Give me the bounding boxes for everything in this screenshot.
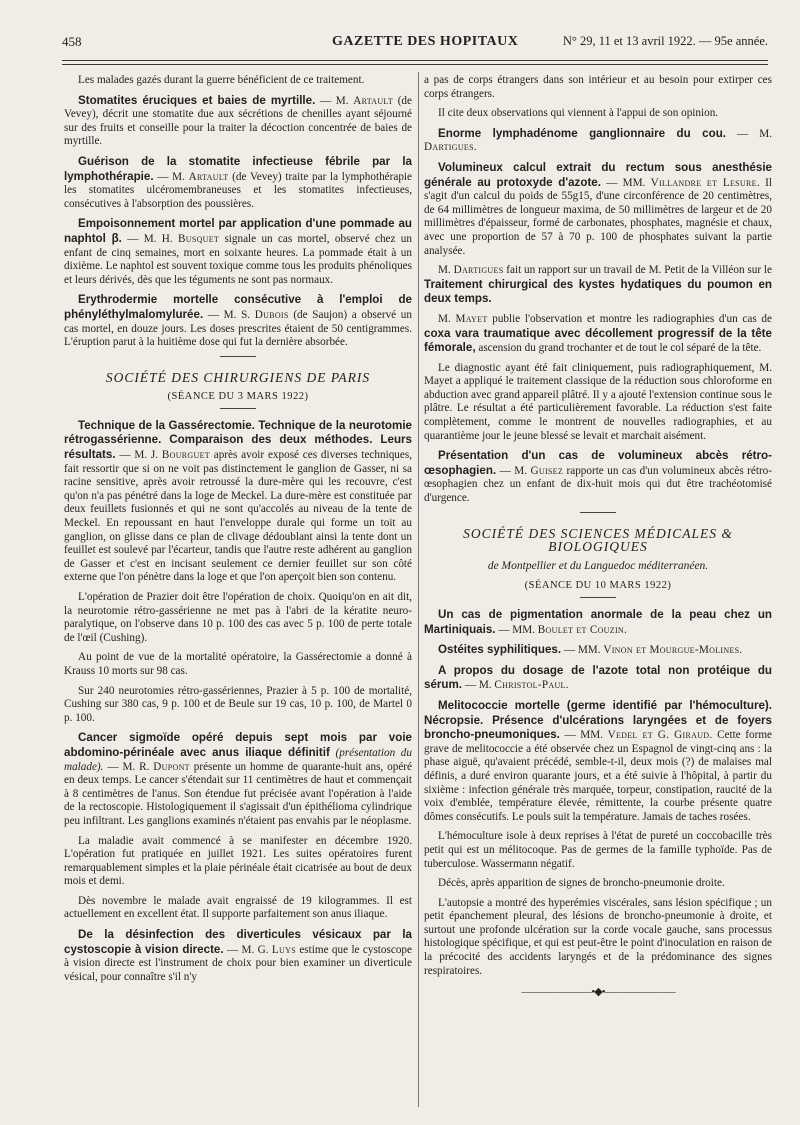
article-kystes-hydatiques: M. Dartigues fait un rapport sur un travail de M. Petit de la Villéon sur le Traitement chirurgical des kystes hydatiques du poumon en deux temps. bbox=[424, 264, 772, 306]
article-text: présente un homme de quarante-huit ans, opéré en deux temps. Le cancer s'étendait sur 11 centimètres de haut et commençait à 8 centimètres de l'anus. Son étendue fut précisée avant l'opération à l'aide de la rectoscopie. Histologiquement il s'agissait d'un épithélioma cylindrique peu infiltrant. Les ganglions examinés n'étaient pas envahis par le néoplasme. bbox=[64, 760, 412, 827]
author: Vedel et G. Giraud. bbox=[607, 729, 713, 742]
society-heading: SOCIÉTÉ DES CHIRURGIENS DE PARIS bbox=[105, 369, 371, 385]
paragraph: a pas de corps étrangers dans son intérieur et au besoin pour extirper ces corps étrangers. bbox=[424, 74, 772, 100]
header-rule-bottom bbox=[62, 64, 768, 65]
article-erythrodermie: Erythrodermie mortelle consécutive à l'emploi de phényléthylmalomylurée. — M. S. Dubois (de Saujon) a observé un cas mortel, en douze jours. Les doses prescrites étaient de 50 centigrammes. L'éruption parut à la huitième dose qui fut la dernière absorbée. bbox=[64, 293, 412, 349]
article-title: Volumineux calcul extrait du rectum sous anesthésie générale au protoxyde d'azote. bbox=[424, 160, 772, 189]
society-heading: SOCIÉTÉ DES SCIENCES MÉDICALES & BIOLOGIQUES bbox=[463, 525, 733, 555]
article-text: signale un cas mortel, observé chez un enfant de cinq semaines, mort en soixante heures. La pommade était à un dixième. Le naphtol est souvent toxique comme tous les produits phénoliques et leurs dérivés, dès que les téguments ne sont pas normaux. bbox=[64, 232, 412, 286]
section-rule bbox=[580, 512, 616, 513]
article-title: Empoisonnement mortel par application d'une pommade au naphtol β. bbox=[64, 217, 412, 245]
article-title: Erythrodermie mortelle consécutive à l'emploi de phényléthylmalomylurée. bbox=[64, 293, 412, 321]
page-number: 458 bbox=[62, 34, 82, 49]
author: Bourguet bbox=[161, 449, 210, 462]
article-title: coxa vara traumatique avec décollement progressif de la tête fémorale, bbox=[424, 326, 772, 355]
society-subheading: de Montpellier et du Languedoc méditerranéen. bbox=[487, 559, 709, 572]
article-calcul-rectum: Volumineux calcul extrait du rectum sous anesthésie générale au protoxyde d'azote. — MM. Villandre et Lesure. Il s'agit d'un calcul du poids de 55g15, d'une circonférence de 20 centimètres, de 64 millimètres de longueur maxima, de 50 millimètres de largeur et de 20 millimètres d'épaisseur, formé de carbonates, phosphates, magnésie et chaux, avec une proportion de 57 à 70 p. 100 de phosphates suivant la partie analysée. bbox=[424, 160, 773, 257]
article-title: Ostéites syphilitiques. bbox=[438, 643, 562, 657]
paragraph: La maladie avait commencé à se manifester en décembre 1920. L'opération fut pratiquée en juillet 1921. Les suites opératoires furent remarquablement simples et la plaie périnéale était cicatrisée au bout de deux mois et demi. bbox=[64, 834, 412, 888]
article-title: De la désinfection des diverticules vésicaux par la cystoscopie à vision directe. bbox=[64, 928, 412, 956]
paragraph: L'hémoculture isole à deux reprises à l'état de pureté un coccobacille très petit qui est un mélitocoque. Pas de germes de la famille typhoïde. Pas de tuberculose. Wassermann négatif. bbox=[424, 830, 772, 870]
issue-info: N° 29, 11 et 13 avril 1922. — 95e année. bbox=[562, 34, 768, 48]
author: Christol-Paul. bbox=[494, 679, 569, 692]
article-title: Traitement chirurgical des kystes hydatiques du poumon en deux temps. bbox=[424, 277, 772, 306]
author: Boulet et Couzin. bbox=[537, 623, 628, 636]
paragraph: L'opération de Prazier doit être l'opération de choix. Quoiqu'on en ait dit, la neurotomie rétro-gassérienne ne met pas à l'abri de la kératite neuro-paralytique, on l'observe dans 10 p. 100 des cas avec 5 p. 100 de perte totale de l'œil (Cushing). bbox=[64, 591, 412, 644]
paragraph: Décès, après apparition de signes de broncho-pneumonie droite. bbox=[438, 877, 725, 890]
author: Guisez bbox=[530, 464, 564, 477]
page-header bbox=[62, 34, 768, 54]
article-stomatites-eruciques: Stomatites éruciques et baies de myrtille. — M. Artault (de Vevey), décrit une stomatite due aux sécrétions de chenilles ayant séjourné sur des fruits et conseille pour la traiter la décoction concentrée de baies de myrtille. bbox=[64, 93, 412, 148]
article-lymphadenome: Enorme lymphadénome ganglionnaire du cou. — M. Dartigues. bbox=[424, 126, 772, 154]
author: Dubois bbox=[254, 308, 289, 321]
end-ornament: ———————•◆•——————— bbox=[521, 986, 675, 999]
article-pigmentation: Un cas de pigmentation anormale de la peau chez un Martiniquais. — MM. Boulet et Couzin. bbox=[424, 608, 772, 636]
article-melitococcie: Melitococcie mortelle (germe identifié par l'hémoculture). Nécropsie. Présence d'ulcérations laryngées et de foyers broncho-pneumoniques. — MM. Vedel et G. Giraud. Cette forme grave de melitococcie a été observée chez un Espagnol de vingt-cinq ans : la phase aiguë, qu'avaient précédé, semble-t-il, deux mois (?) de malaises mal définis, a duré environ quarante jours, et a été suivie à l'hôpital, à partir du sixième : infection générale très marquée, torpeur, constipation, raucité de la voix d'emblée, température élevée, rémittente, la courbe présente quatre dômes consécutifs. Le pouls suit la température. Jamais de taches rosées. bbox=[424, 698, 772, 823]
section-rule bbox=[580, 597, 616, 598]
paragraph: Il cite deux observations qui viennent à l'appui de son opinion. bbox=[438, 107, 719, 120]
article-naphtol: Empoisonnement mortel par application d'une pommade au naphtol β. — M. H. Busquet signale un cas mortel, observé chez un enfant de cinq semaines, mort en soixante heures. La pommade était à un dixième. Le naphtol est souvent toxique comme tous les produits phénoliques et leurs dérivés, dès que les téguments ne sont pas normaux. bbox=[64, 217, 412, 286]
seance-date: (SÉANCE DU 10 MARS 1922) bbox=[524, 580, 672, 592]
article-text: Cette forme grave de melitococcie a été observée chez un Espagnol de vingt-cinq ans : la phase aiguë, qu'avaient précédé, semble-t-il, deux mois (?) de malaises mal définis, a duré environ quarante jours, et a été suivie à l'hôpital, à partir du sixième : infection générale très marquée, torpeur, constipation, raucité de la voix d'emblée, température élevée, rémittente, la courbe présente quatre dômes consécutifs. Le pouls suit la température. Jamais de taches rosées. bbox=[424, 729, 772, 823]
article-title: Technique de la Gassérectomie. Technique de la neurotomie rétrogassérienne. Comparaison des deux méthodes. Leurs résultats. bbox=[64, 418, 412, 462]
seance-date: (SÉANCE DU 3 MARS 1922) bbox=[167, 391, 309, 403]
article-cancer-sigmoide: Cancer sigmoïde opéré depuis sept mois par voie abdomino-périnéale avec anus iliaque définitif (présentation du malade). — M. R. Dupont présente un homme de quarante-huit ans, opéré en deux temps. Le cancer s'étendait sur 11 centimètres de haut et commençait à 8 centimètres de l'anus. Son étendue fut précisée avant l'opération à l'aide de la rectoscopie. Histologiquement il s'agissait d'un épithélioma cylindrique peu infiltrant. Les ganglions examinés n'étaient pas envahis par le néoplasme. bbox=[64, 731, 412, 827]
article-coxa-vara: M. Mayet publie l'observation et montre les radiographies d'un cas de coxa vara traumatique avec décollement progressif de la tête fémorale, ascension du grand trochanter et de tout le col séparé de la tête. bbox=[424, 312, 772, 355]
article-text: (de Vevey), décrit une stomatite due aux sécrétions de chenilles ayant séjourné sur des fruits et conseille pour la traiter la décoction concentrée de baies de myrtille. bbox=[64, 94, 412, 148]
article-gasserectomie: Technique de la Gassérectomie. Technique de la neurotomie rétrogassérienne. Comparaison des deux méthodes. Leurs résultats. — M. J. Bourguet après avoir exposé ces diverses techniques, fait ressortir que si on ne voit pas distinctement le ganglion de Gasser, ni sa racine sensitive, après avoir retroussé la dure-mère qui les recouvre, c'est qu'on n'a pas pénétré dans la loge de Meckel. La dure-mère est constituée par deux feuillets fusionnés et qui ne sont qu'accolés au niveau de la tente de Meckel. En repoussant en haut l'enveloppe durale qui forme un toit au ganglion, on glisse dans ce plan de clivage dédoublant ainsi la tente dont un feuillet est soulevé par l'écarteur, tandis que l'autre reste adhérent au ganglion de Gasser et c'est en incisant seulement ce dernier feuillet sur son côté externe que l'on pénètre dans la loge et que l'on aperçoit bien son contenu. bbox=[64, 418, 412, 584]
article-azote: A propos du dosage de l'azote total non protéique du sérum. — M. Christol-Paul. bbox=[424, 663, 772, 692]
journal-title: GAZETTE DES HOPITAUX bbox=[332, 34, 519, 49]
article-text: Il s'agit d'un calcul du poids de 55g15, d'une circonférence de 20 centimètres, de 64 millimètres de longueur maxima, de 50 millimètres de largeur et de 20 millimètres d'épaisseur, formé de carbonates, phosphates, magnésie et chaux, avec une proportion de 57 à 70 p. 100 de phosphates suivant la partie analysée. bbox=[424, 176, 773, 257]
article-title: Guérison de la stomatite infectieuse fébrile par la lymphothérapie. bbox=[64, 154, 412, 183]
author: Dartigues. bbox=[424, 141, 477, 154]
right-column bbox=[424, 74, 772, 1000]
article-lymphotherapie: Guérison de la stomatite infectieuse fébrile par la lymphothérapie. — M. Artault (de Vevey) traite par la lymphothérapie les stomatites ulcéromembraneuses et les stomatites infectieuses, consécutives à l'absorption des poussières. bbox=[64, 154, 412, 210]
author: Busquet bbox=[178, 232, 220, 245]
article-title: Cancer sigmoïde opéré depuis sept mois par voie abdomino-périnéale avec anus iliaque définitif bbox=[64, 731, 412, 759]
article-title: A propos du dosage de l'azote total non protéique du sérum. bbox=[424, 663, 772, 692]
article-diverticules: De la désinfection des diverticules vésicaux par la cystoscopie à vision directe. — M. G. Luys estime que le cystoscope à vision directe est l'instrument de choix pour bien examiner un diverticule vésical, pour connaître s'il n'y bbox=[64, 928, 412, 983]
article-title: Un cas de pigmentation anormale de la peau chez un Martiniquais. bbox=[424, 608, 772, 636]
article-text: estime que le cystoscope à vision directe est l'instrument de choix pour bien examiner un diverticule vésical, pour connaître s'il n'y bbox=[64, 943, 412, 983]
article-title: Melitococcie mortelle (germe identifié par l'hémoculture). Nécropsie. Présence d'ulcérations laryngées et de foyers broncho-pneumoniques. bbox=[424, 698, 772, 742]
author: Luys bbox=[271, 943, 296, 956]
article-osteites: Ostéites syphilitiques. — MM. Vinon et Mourgue-Molines. bbox=[438, 643, 743, 657]
author: Dupont bbox=[153, 760, 190, 773]
author: Mayet bbox=[455, 312, 488, 325]
article-text: (de Saujon) a observé un cas mortel, en douze jours. Les doses prescrites étaient de 50 centigrammes. L'éruption parut à la huitième dose qui fut la dernière absorbée. bbox=[64, 308, 412, 349]
paragraph: Sur 240 neurotomies rétro-gassériennes, Prazier à 5 p. 100 de mortalité, Cushing sur 380 cas, 9 p. 100 et de Beule sur 19 cas, 10 p. 100, de Martel 0 p. 100. bbox=[64, 684, 412, 724]
paragraph: Les malades gazés durant la guerre bénéficient de ce traitement. bbox=[78, 74, 365, 86]
paragraph: Le diagnostic ayant été fait cliniquement, puis radiographiquement, M. Mayet a appliqué le traitement classique de la réduction sous chloroforme en abduction avec grand appareil plâtré. Il y a ajouté l'extension continue sous le plâtre. Le résultat a été particulièrement favorable. La réduction s'est faite complètement, comme le montrent de nouvelles radiographies, et au quarantième jour le jeune blessé se levait et marchait aisément. bbox=[424, 361, 772, 442]
section-rule bbox=[220, 356, 256, 357]
article-text: (de Vevey) traite par la lymphothérapie les stomatites ulcéromembraneuses et les stomatites infectieuses, consécutives à l'absorption des poussières. bbox=[64, 170, 412, 210]
article-text: ascension du grand trochanter et de tout le col séparé de la tête. bbox=[475, 342, 762, 355]
article-title: Enorme lymphadénome ganglionnaire du cou. bbox=[438, 126, 727, 140]
section-rule bbox=[220, 408, 256, 409]
author: Dartigues bbox=[453, 264, 504, 277]
author: Villandre et Lesure. bbox=[650, 176, 760, 189]
paragraph: Au point de vue de la mortalité opératoire, la Gassérectomie a donné à Krauss 10 morts sur 98 cas. bbox=[64, 651, 412, 677]
paragraph: L'autopsie a montré des hyperémies viscérales, sans lésion spécifique ; un petit épanchement pleural, des lésions de broncho-pneumonie à droite, et surtout une profonde ulcération sur la corde vocale gauche, sans processus histologique spécifique, et qui est peut-être le point d'inoculation en raison de la précocité des accidents laryngés et de la prédominance des signes respiratoires. bbox=[424, 896, 772, 977]
column-divider bbox=[418, 72, 419, 1107]
article-text: après avoir exposé ces diverses techniques, fait ressortir que si on ne voit pas distinctement le ganglion de Gasser, ni sa racine sensitive, après avoir retroussé la dure-mère qui les recouvre, c'est qu'on n'a pas pénétré dans la loge de Meckel. La dure-mère est constituée par deux feuillets fusionnés et qui ne sont qu'accolés au niveau de la tente de Meckel. En repoussant en haut l'enveloppe durale qui forme un toit au ganglion, on glisse dans ce plan de clivage dédoublant ainsi la tente dont un feuillet est soulevé par l'écarteur, tandis que l'autre reste adhérent au ganglion de Gasser et c'est en incisant seulement ce dernier feuillet sur son côté externe que l'on pénètre dans la loge et que l'on aperçoit bien son contenu. bbox=[64, 449, 412, 584]
header-rule-top bbox=[62, 60, 768, 61]
author: Artault bbox=[188, 170, 229, 183]
article-title: Stomatites éruciques et baies de myrtille. bbox=[78, 93, 316, 107]
author: Vinon et Mourgue-Molines. bbox=[603, 644, 743, 657]
left-column bbox=[64, 74, 412, 990]
article-abces: Présentation d'un cas de volumineux abcès rétro-œsophagien. — M. Guisez rapporte un cas d'un volumineux abcès rétro-œsophagien chez un enfant de dix-huit mois qui dut être trachéotomisé d'urgence. bbox=[424, 449, 772, 505]
article-title: Présentation d'un cas de volumineux abcès rétro-œsophagien. bbox=[424, 449, 772, 477]
article-text: rapporte un cas d'un volumineux abcès rétro-œsophagien chez un enfant de dix-huit mois qui dut être trachéotomisé d'urgence. bbox=[424, 464, 772, 505]
author: Artault bbox=[353, 94, 394, 107]
paragraph: Dès novembre le malade avait engraissé de 19 kilogrammes. Il est actuellement en excellent état. Il supporte parfaitement son anus iliaque. bbox=[64, 894, 412, 921]
